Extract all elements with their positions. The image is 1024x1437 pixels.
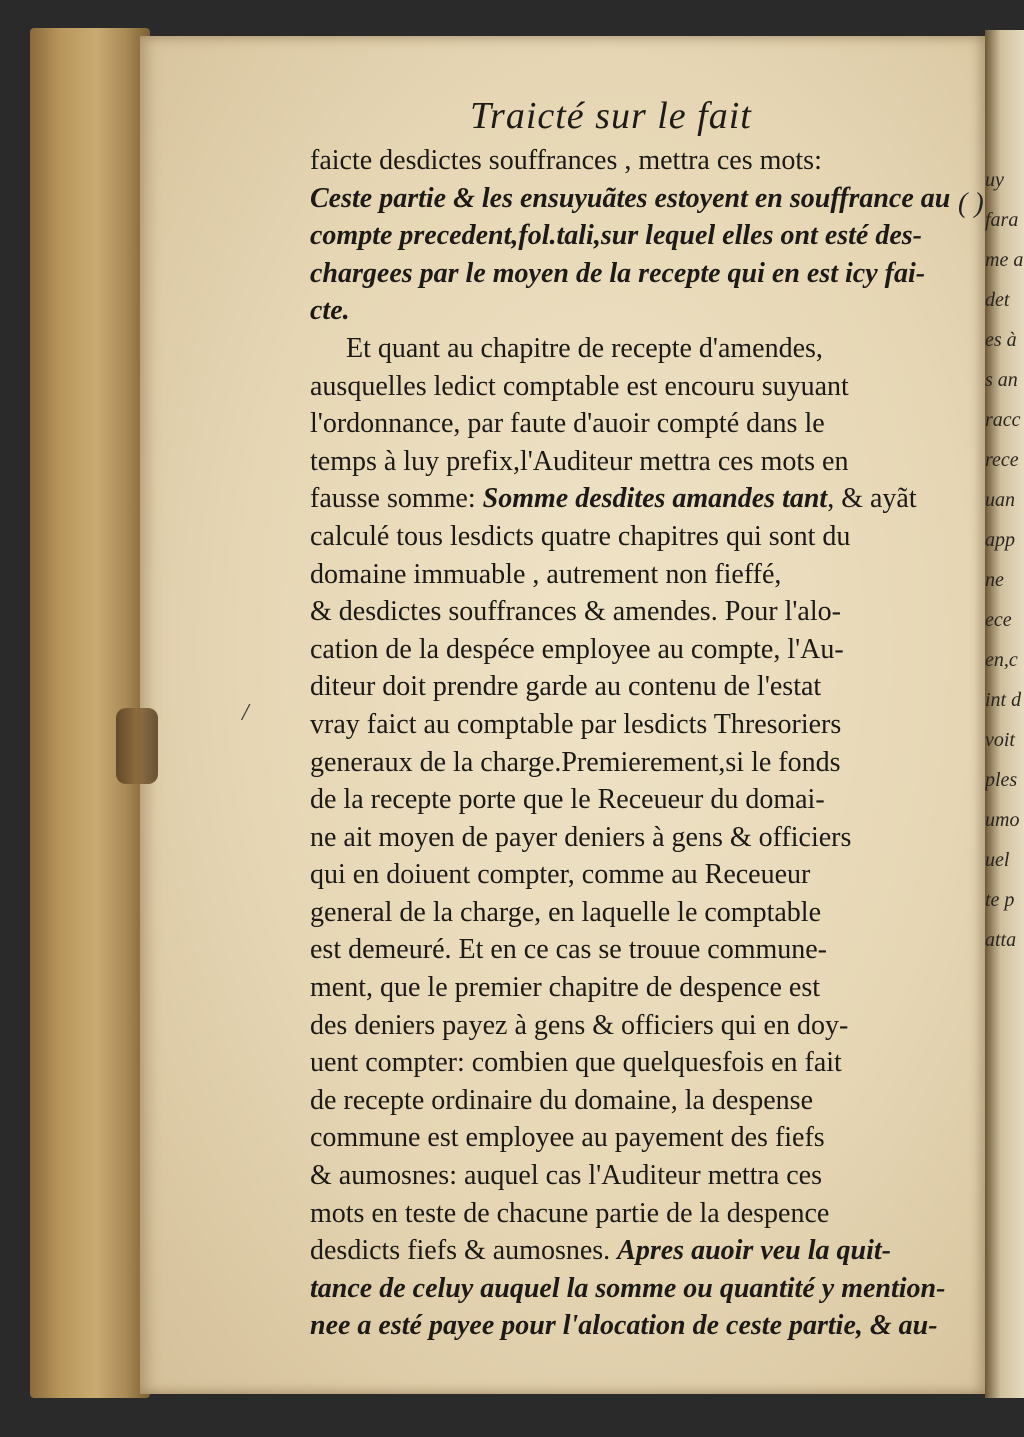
- text-line: [310, 217, 923, 255]
- italic-run: Somme desdites amandes tant: [482, 483, 828, 515]
- text-line: [310, 1195, 910, 1233]
- italic-run: tance de celuy auquel la somme ou quantité y mention-: [310, 1272, 946, 1304]
- roman-run: de la recepte porte que le Receueur du domai-: [310, 784, 825, 816]
- text-line: [310, 1232, 910, 1270]
- pencil-mark: /: [242, 700, 249, 726]
- roman-run: vray faict au comptable par lesdicts Thresoriers: [310, 708, 842, 740]
- text-line: [310, 819, 910, 857]
- roman-run: domaine immuable , autrement non fieffé,: [310, 558, 782, 590]
- adjacent-fragment: atta: [985, 929, 1017, 951]
- text-line: [310, 856, 910, 894]
- adjacent-fragment: app: [985, 529, 1015, 551]
- text-line: [310, 1270, 946, 1308]
- adjacent-fragment: me a: [985, 249, 1024, 271]
- adjacent-fragment: fara: [985, 209, 1019, 231]
- roman-run: l'ordonnance, par faute d'auoir compté dans le: [310, 408, 825, 440]
- italic-run: nee a esté payee pour l'alocation de ceste partie, & au-: [310, 1310, 938, 1342]
- margin-bracket: ( ): [958, 188, 984, 219]
- roman-run: Et quant au chapitre de recepte d'amendes,: [346, 332, 823, 364]
- italic-run: chargees par le moyen de la recepte qui en est icy fai-: [310, 257, 926, 289]
- italic-run: compte precedent,fol.tali,sur lequel elles ont esté des-: [310, 220, 923, 252]
- roman-run: ment, que le premier chapitre de despence est: [310, 972, 820, 1004]
- text-line: [310, 593, 910, 631]
- roman-run: mots en teste de chacune partie de la despence: [310, 1197, 830, 1229]
- text-line: [310, 781, 910, 819]
- adjacent-fragment: uan: [985, 489, 1015, 511]
- roman-run: general de la charge, en laquelle le comptable: [310, 896, 821, 928]
- adjacent-fragment: s an: [985, 369, 1018, 391]
- text-line: [310, 330, 910, 368]
- text-line: [310, 1119, 910, 1157]
- italic-run: Ceste partie & les ensuyuãtes estoyent en souffrance au: [310, 182, 951, 214]
- text-line: [310, 1007, 910, 1045]
- roman-run: calculé tous lesdicts quatre chapitres qui sont du: [310, 520, 851, 552]
- roman-run: ne ait moyen de payer deniers à gens & officiers: [310, 821, 852, 853]
- roman-run: ausquelles ledict comptable est encouru suyuant: [310, 370, 849, 402]
- roman-run: faicte desdictes souffrances , mettra ces mots:: [310, 145, 822, 176]
- adjacent-fragment: uel: [985, 849, 1010, 871]
- text-line: [310, 969, 910, 1007]
- roman-run: uent compter: combien que quelquesfois en fait: [310, 1047, 842, 1079]
- adjacent-fragment: det: [985, 289, 1010, 311]
- text-line: [310, 894, 910, 932]
- clasp-icon: [116, 708, 158, 784]
- text-line: [310, 142, 910, 180]
- roman-run: des deniers payez à gens & officiers qui en doy-: [310, 1009, 849, 1041]
- italic-run: Apres auoir veu la quit-: [617, 1235, 891, 1267]
- adjacent-page-fragments: [985, 160, 1024, 960]
- text-line: [310, 368, 910, 406]
- roman-run: fausse somme:: [310, 483, 483, 515]
- text-line: [310, 631, 910, 669]
- text-line: [310, 480, 917, 518]
- text-line: [310, 668, 910, 706]
- text-line: [310, 518, 910, 556]
- text-line: [310, 744, 910, 782]
- text-line: [310, 1082, 910, 1120]
- roman-run: desdicts fiefs & aumosnes.: [310, 1235, 618, 1267]
- text-line: [310, 556, 910, 594]
- text-line: [310, 180, 951, 218]
- text-line: [310, 1157, 910, 1195]
- roman-run: temps à luy prefix,l'Auditeur mettra ces mots en: [310, 445, 849, 477]
- text-line: [310, 1044, 910, 1082]
- adjacent-fragment: es à: [985, 329, 1017, 351]
- roman-run: qui en doiuent compter, comme au Receueur: [310, 859, 811, 891]
- roman-run: generaux de la charge.Premierement,si le fonds: [310, 746, 841, 778]
- roman-run: , & ayãt: [827, 483, 917, 515]
- roman-run: diteur doit prendre garde au contenu de l'estat: [310, 671, 822, 703]
- roman-run: & aumosnes: auquel cas l'Auditeur mettra ces: [310, 1160, 822, 1192]
- adjacent-fragment: ne: [985, 569, 1004, 591]
- adjacent-fragment: te p: [985, 889, 1015, 911]
- text-line: [310, 1307, 938, 1345]
- adjacent-fragment: rece: [985, 449, 1019, 471]
- adjacent-fragment: int d: [985, 689, 1022, 711]
- text-line: [310, 443, 910, 481]
- running-head: Traicté sur le fait: [470, 95, 752, 137]
- adjacent-fragment: en,c: [985, 649, 1018, 671]
- adjacent-fragment: ece: [985, 609, 1012, 631]
- roman-run: commune est employee au payement des fiefs: [310, 1122, 825, 1154]
- adjacent-fragment: voit: [985, 729, 1015, 751]
- text-line: [310, 292, 910, 330]
- roman-run: & desdictes souffrances & amendes. Pour l'alo-: [310, 596, 841, 628]
- roman-run: cation de la despéce employee au compte, l'Au-: [310, 633, 844, 665]
- body-text: [310, 142, 951, 1345]
- text-line: [310, 706, 910, 744]
- text-line: [310, 931, 910, 969]
- text-line: [310, 405, 910, 443]
- adjacent-fragment: ples: [985, 769, 1018, 791]
- adjacent-fragment: racc: [985, 409, 1021, 431]
- italic-run: cte.: [310, 295, 350, 327]
- text-line: [310, 255, 926, 293]
- adjacent-fragment: uy: [985, 169, 1004, 191]
- adjacent-page-edge: [985, 30, 1024, 1398]
- roman-run: est demeuré. Et en ce cas se trouue commune-: [310, 934, 828, 966]
- roman-run: de recepte ordinaire du domaine, la despense: [310, 1084, 814, 1116]
- adjacent-fragment: umo: [985, 809, 1020, 831]
